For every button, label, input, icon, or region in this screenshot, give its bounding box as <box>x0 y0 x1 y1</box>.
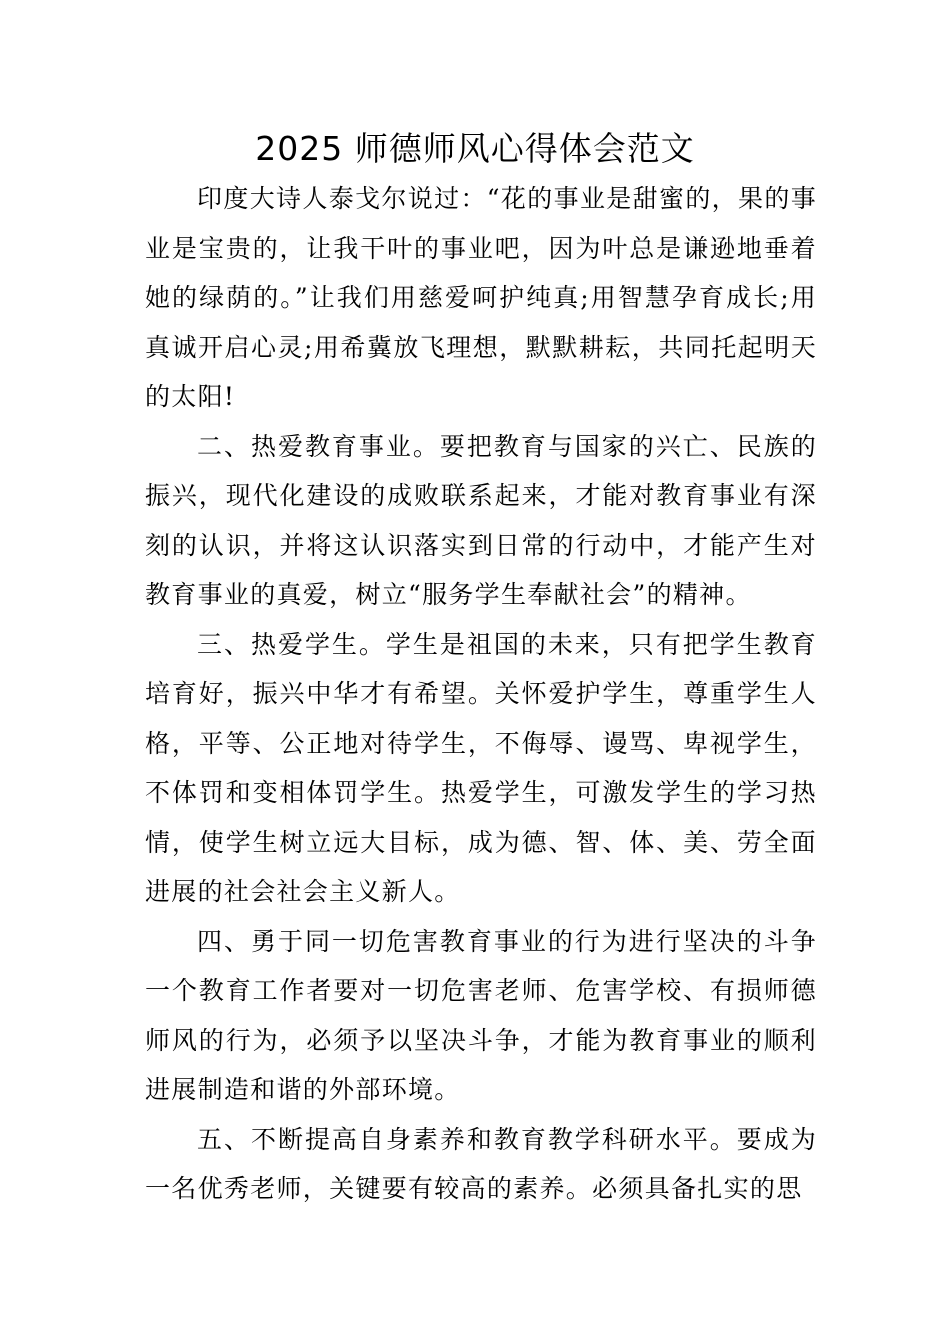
paragraph-section-4: 四、勇于同一切危害教育事业的行为进行坚决的斗争一个教育工作者要对一切危害老师、危害学校、有损师德师风的行为，必须予以坚决斗争，才能为教育事业的顺利进展制造和谐的外部环境。 <box>145 926 817 1104</box>
paragraph-section-5: 五、不断提高自身素养和教育教学科研水平。要成为一名优秀老师，关键要有较高的素养。必须具备扎实的思 <box>145 1124 817 1203</box>
paragraph-section-3: 三、热爱学生。学生是祖国的未来，只有把学生教育培育好，振兴中华才有希望。关怀爱护学生，尊重学生人格，平等、公正地对待学生，不侮辱、谩骂、卑视学生，不体罚和变相体罚学生。热爱学生，可激发学生的学习热情，使学生树立远大目标，成为德、智、体、美、劳全面进展的社会社会主义新人。 <box>145 629 817 906</box>
paragraph-section-2: 二、热爱教育事业。要把教育与国家的兴亡、民族的振兴，现代化建设的成败联系起来，才能对教育事业有深刻的认识，并将这认识落实到日常的行动中，才能产生对教育事业的真爱，树立“服务学生奉献社会”的精神。 <box>145 431 817 609</box>
paragraph-intro: 印度大诗人泰戈尔说过：“花的事业是甜蜜的，果的事业是宝贵的，让我干叶的事业吧，因为叶总是谦逊地垂着她的绿荫的。”让我们用慈爱呵护纯真;用智慧孕育成长;用真诚开启心灵;用希冀放飞理想，默默耕耘，共同托起明天的太阳! <box>145 184 817 411</box>
document-body <box>145 174 817 1214</box>
document-title: 2025 师德师风心得体会范文 <box>255 129 695 168</box>
